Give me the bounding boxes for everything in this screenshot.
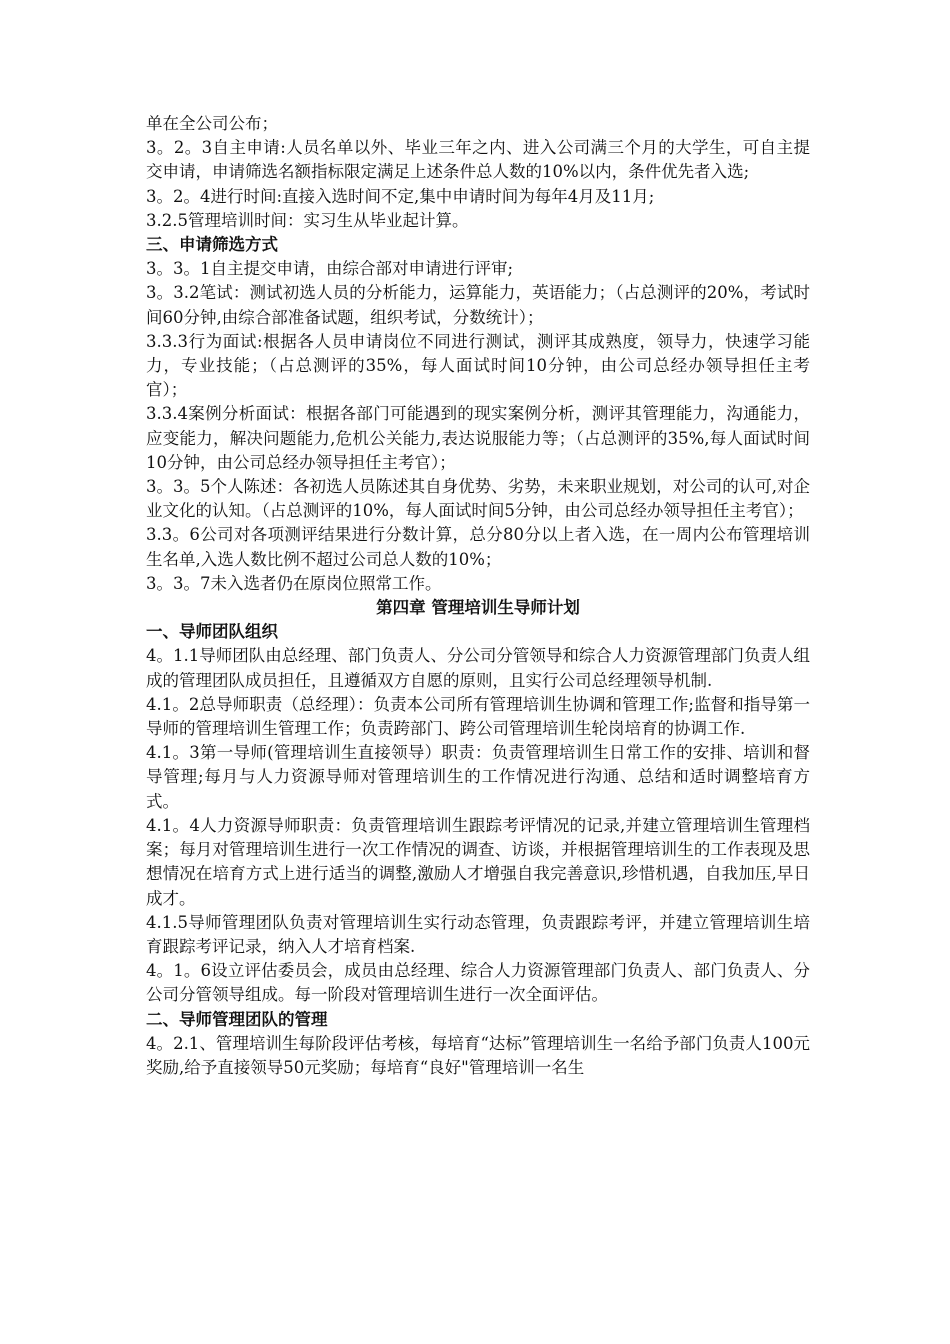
paragraph: 3.3.4案例分析面试：根据各部门可能遇到的现实案例分析，测评其管理能力，沟通能力，应变能力，解决问题能力,危机公关能力,表达说服能力等；（占总测评的35%,每人面试时间10分钟，由公司总经办领导担任主考官）； <box>146 404 810 472</box>
paragraph: 4。2.1、管理培训生每阶段评估考核，每培育“达标”管理培训生一名给予部门负责人100元奖励,给予直接领导50元奖励；每培育“良好"管理培训一名生 <box>146 1033 810 1077</box>
section-heading: 二、导师管理团队的管理 <box>146 1009 328 1029</box>
section-heading: 三、申请筛选方式 <box>146 235 278 255</box>
paragraph: 3。3.2笔试：测试初选人员的分析能力，运算能力，英语能力；（占总测评的20%，考试时间60分钟,由综合部准备试题，组织考试，分数统计）； <box>146 283 810 327</box>
paragraph: 3.3。6公司对各项测评结果进行分数计算，总分80分以上者入选，在一周内公布管理培训生名单,入选人数比例不超过公司总人数的10%； <box>146 525 810 569</box>
paragraph: 3。3。1自主提交申请，由综合部对申请进行评审; <box>146 259 514 279</box>
paragraph: 4.1。2总导师职责（总经理）：负责本公司所有管理培训生协调和管理工作;监督和指导第一导师的管理培训生管理工作；负责跨部门、跨公司管理培训生轮岗培育的协调工作. <box>146 694 810 739</box>
paragraph: 4。1.1导师团队由总经理、部门负责人、分公司分管领导和综合人力资源管理部门负责人组成的管理团队成员担任，且遵循双方自愿的原则，且实行公司总经理领导机制. <box>146 646 810 690</box>
paragraph: 3。2。3自主申请:人员名单以外、毕业三年之内、进入公司满三个月的大学生，可自主提交申请，申请筛选名额指标限定满足上述条件总人数的10%以内，条件优先者入选; <box>146 138 810 182</box>
section-heading: 一、导师团队组织 <box>146 622 278 642</box>
paragraph: 3。3。5个人陈述：各初选人员陈述其自身优势、劣势，未来职业规划，对公司的认可,对企业文化的认知。（占总测评的10%，每人面试时间5分钟，由公司总经办领导担任主考官）； <box>146 477 810 521</box>
paragraph: 3。3。7未入选者仍在原岗位照常工作。 <box>146 573 442 593</box>
document-body <box>146 112 810 1080</box>
paragraph: 3.3.3行为面试:根据各人员申请岗位不同进行测试，测评其成熟度，领导力，快速学习能力，专业技能；（占总测评的35%，每人面试时间10分钟，由公司总经办领导担任主考官）； <box>146 331 810 400</box>
paragraph: 3.2.5管理培训时间：实习生从毕业起计算。 <box>146 210 469 230</box>
paragraph: 4。1。6设立评估委员会，成员由总经理、综合人力资源管理部门负责人、部门负责人、分公司分管领导组成。每一阶段对管理培训生进行一次全面评估。 <box>146 961 810 1005</box>
paragraph: 4.1。4人力资源导师职责：负责管理培训生跟踪考评情况的记录,并建立管理培训生管理档案；每月对管理培训生进行一次工作情况的调查、访谈，并根据管理培训生的工作表现及思想情况在培育方式上进行适当的调整,激励人才增强自我完善意识,珍惜机遇，自我加压,早日成才。 <box>146 815 810 908</box>
paragraph: 单在全公司公布； <box>146 114 278 133</box>
paragraph: 4.1。3第一导师(管理培训生直接领导）职责：负责管理培训生日常工作的安排、培训和督导管理;每月与人力资源导师对管理培训生的工作情况进行沟通、总结和适时调整培育方式。 <box>146 743 810 811</box>
paragraph: 3。2。4进行时间:直接入选时间不定,集中申请时间为每年4月及11月; <box>146 186 655 206</box>
paragraph: 4.1.5导师管理团队负责对管理培训生实行动态管理，负责跟踪考评，并建立管理培训生培育跟踪考评记录，纳入人才培育档案. <box>146 912 810 956</box>
chapter-title: 第四章 管理培训生导师计划 <box>376 598 580 618</box>
